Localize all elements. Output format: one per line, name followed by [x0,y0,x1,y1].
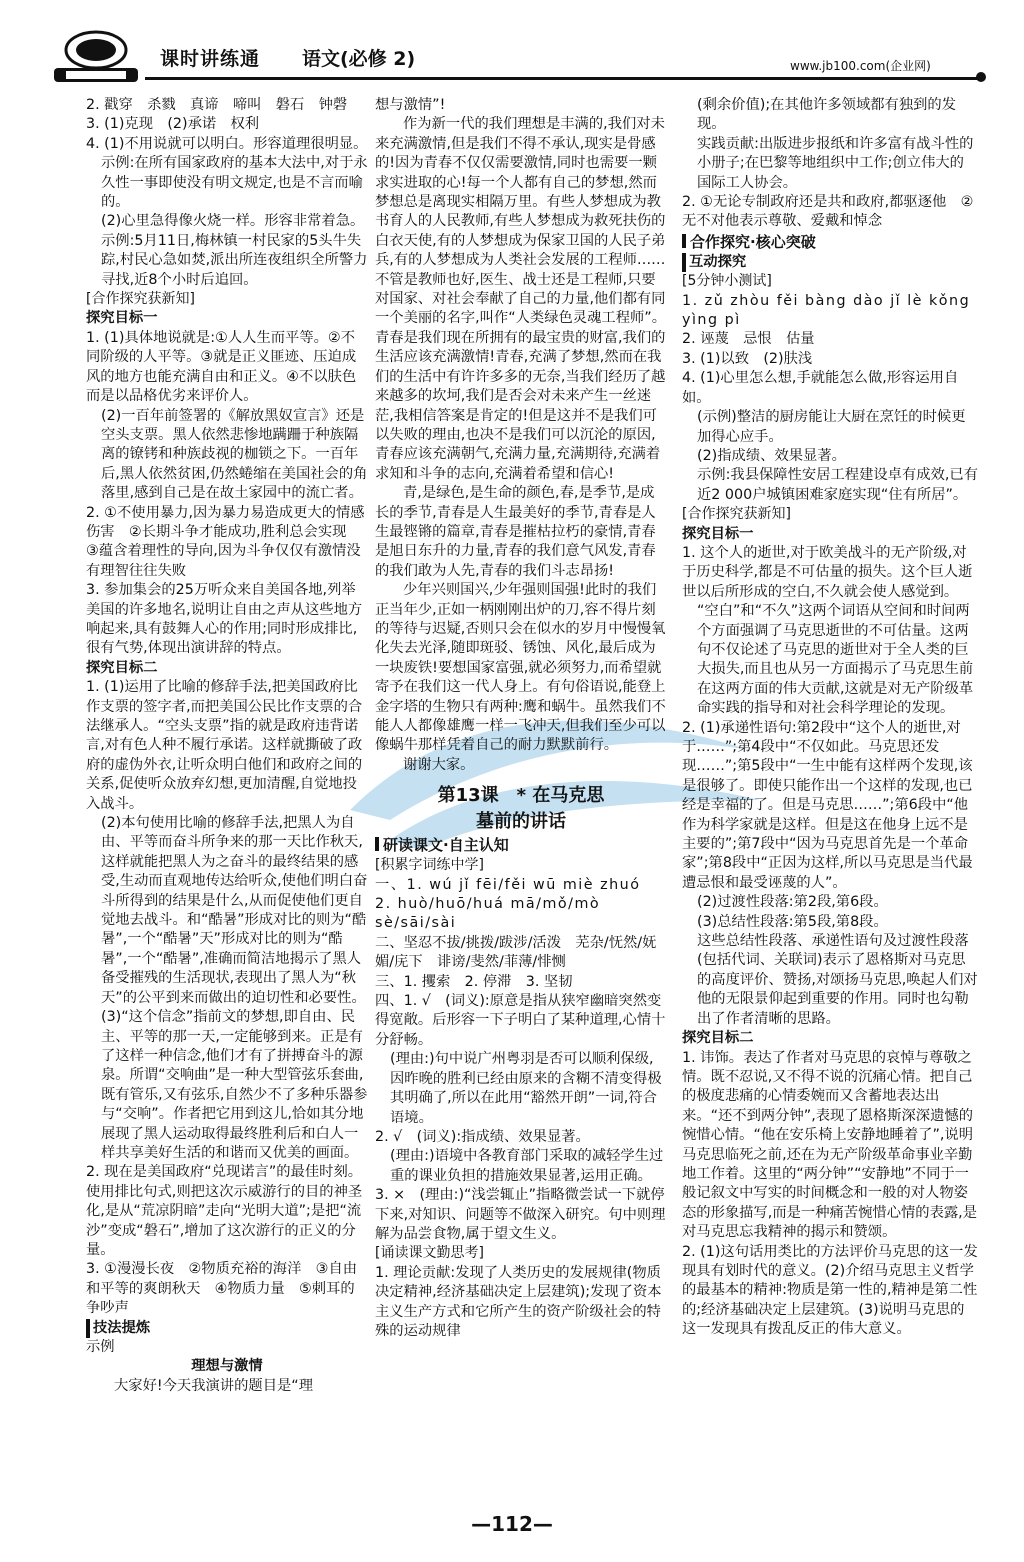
answer-line: (示例)整洁的厨房能让大厨在烹饪的时候更加得心应手。 [697,409,966,445]
answer-line: 1. zǔ zhòu fěi bàng dào jǐ lè kǒng yìng pì [682,292,971,329]
answer-line: 三、1. 攫索 2. 停滞 3. 坚韧 [375,973,573,990]
lesson-title: 第13课 * 在马克思 [437,785,605,807]
essay-paragraph: 作为新一代的我们理想是丰满的,我们对未来充满激情,但是我们不得不承认,现实是骨感的!因为青春不仅仅需要激情,同时也需要一颗求实进取的心!每一个人都有自己的梦想,然而梦想总是离现实相隔万里。有些人梦想成为教书育人的人民教师,有些人梦想成为救死扶伤的白衣天使,有的人梦想成为保家卫国的人民子弟兵,有的人梦想成为人类社会发展的工程师……不管是教师也好,医生、战士还是工程师,只要对国家、对社会奉献了自己的力量,他们都有同一个美丽的名字,叫作“人类绿色灵魂工程师”。青春是我们现在所拥有的最宝贵的财富,我们的生活应该充满激情!青春,充满了梦想,然而在我们的生活中有许许多多的无奈,当我们经历了越来越多的坎坷,我们是否会对未来产生一丝迷茫,我相信答案是肯定的!但是这并不是我们可以失败的理由,也决不是我们可以沉沦的原因,青春应该充满朝气,充满力量,充满期待,充满着求知和斗争的志向,充满着希望和信心! [375,116,666,482]
book-series-title: 课时讲练通 [160,48,261,70]
essay-paragraph: 少年兴则国兴,少年强则国强!此时的我们正当年少,正如一柄刚刚出炉的刀,容不得片刻的等待与迟疑,否则只会在似水的岁月中慢慢氧化失去光泽,随即斑驳、锈蚀、风化,最后成为一块废铁!要想国家富强,就必须努力,而希望就寄予在我们这一代人身上。有句俗语说,能登上金字塔的生物只有两种:鹰和蜗牛。虽然我们不能人人都像雄鹰一样一飞冲天,但我们至少可以像蜗牛那样凭着自己的耐力默默前行。 [375,582,666,754]
section-label: [ 诵读课文勤思考 ] [375,1244,667,1263]
goal-heading: 探究目标一 [682,525,754,542]
answer-line: (2)心里急得像火烧一样。形容非常着急。 [101,213,365,230]
answer-line: 1. 理论贡献:发现了人类历史的发展规律(物质决定精神,经济基础决定上层建筑);发现了资本主义生产方式和它所产生的资产阶级社会的特殊的运动规律 [375,1264,662,1339]
answer-line: 1. 讳饰。表达了作者对马克思的哀悼与尊敬之情。既不忍说,又不得不说的沉痛心情。把自己的极度悲痛的心情委婉而又含蓄地表达出来。“还不到两分钟”,表现了恩格斯深深遗憾的惋惜心情。“他在安乐椅上安静地睡着了”,说明马克思临死之前,还在为无产阶级革命事业辛勤地工作着。这里的“两分钟”“安静地”不同于一般记叙文中写实的时间概念和一般的对人物姿态的形象描写,而是一种痛苦惋惜心情的表露,是对马克思忘我精神的揭示和赞颂。 [682,1049,978,1241]
answer-line: 示例:5月11日,梅林镇一村民家的5头牛失踪,村民心急如焚,派出所连夜组织全所警力寻找,近8个小时后追回。 [101,232,368,288]
goal-heading: 探究目标一 [86,310,158,327]
answer-column-right [682,96,978,1340]
answer-line: 示例:在所有国家政府的基本大法中,对于永久性一事即使没有明文规定,也是不言而喻的。 [101,155,368,211]
answer-line: 1. 这个人的逝世,对于欧美战斗的无产阶级,对于历史科学,都是不可估量的损失。这个巨人逝世以后所形成的空白,不久就会使人感觉到。 [682,544,973,600]
answer-line: 2. ①无论专制政府还是共和政府,都驱逐他 ②无不对他表示尊敬、爱戴和悼念 [682,194,974,230]
answer-line: 3. 参加集会的25万听众来自美国各地,列举美国的许多地名,说明让自由之声从这些地方响起来,具有鼓舞人心的作用;同时形成排比,很有气势,体现出演讲辞的特点。 [86,582,363,657]
header-rule-dot [976,72,986,82]
answer-line: 4. (1)不用说就可以明白。形容道理很明显。 [86,135,368,152]
answer-column-left [86,96,368,1396]
page-header [0,0,1024,92]
technique-box-label: 技法提炼 [86,1319,150,1338]
answer-line: (2)一百年前签署的《解放黑奴宣言》还是空头支票。黑人依然悲惨地蹒跚于种族隔离的镣铐和种族歧视的枷锁之下。一百年后,黑人依然贫困,仍然蜷缩在美国社会的角落里,感到自己是在故土家园中的流亡者。 [101,407,368,502]
answer-line: 四、1. √ (词义):原意是指从狭窄幽暗突然变得宽敞。后形容一下子明白了某种道理,心情十分舒畅。 [375,993,666,1048]
answer-line: “空白”和“不久”这两个词语从空间和时间两个方面强调了马克思逝世的不可估量。这两句不仅论述了马克思的逝世对于全人类的巨大损失,而且也从另一方面揭示了马克思生前在这两方面的伟大贡献,这就是对无产阶级革命实践的指导和对社会科学理论的发现。 [697,603,974,717]
answer-line: 3. (1)以致 (2)肤浅 [682,350,813,367]
essay-paragraph: 谢谢大家。 [403,756,475,773]
answer-line: (2)本句使用比喻的修辞手法,把黑人为自由、平等而奋斗所争来的那一天比作秋天,这样就能把黑人为之奋斗的最终结果的感受,生动而直观地传达给听众,使他们明白奋斗所得到的结果是什么,从而促使他们更自觉地去战斗。和“酷暑”形成对比的则为“酷暑”,一个“酷暑”天”形成对比的则为“酷暑”,一个“酷暑”,准确而简洁地揭示了黑人备受摧残的生活现状,表现出了黑人为“秋天”的公平到来而做出的迫切性和必要性。 [101,815,368,1006]
header-url[interactable]: www.jb100.com(企业网) [790,59,931,73]
answer-line: (剩余价值);在其他许多领域都有独到的发现。 [697,97,957,133]
answer-column-middle [375,96,667,1341]
section-label: [ 积累字词练中学 ] [375,856,667,875]
answer-line: 4. (1)心里怎么想,手就能怎么做,形容运用自如。 [682,370,959,406]
answer-line: 二、坚忍不拔/挑拨/跋涉/活泼 芜杂/怃然/妩媚/庑下 诽谤/斐然/菲薄/悱恻 [375,934,657,971]
answer-line: 2. 戳穿 杀戮 真谛 啼叫 磐石 钟磬 [86,97,348,113]
page-number: —112— [471,1512,553,1536]
essay-paragraph: 大家好!今天我演讲的题目是“理 [114,1377,313,1394]
section-heading: 研读课文·自主认知 [375,835,667,856]
header-rule [145,77,980,80]
answer-line: 实践贡献:出版进步报纸和许多富有战斗性的小册子;在巴黎等地组织中工作;创立伟大的国际工人协会。 [697,135,974,191]
goal-heading: 探究目标二 [682,1030,754,1047]
answer-line: (2)指成绩、效果显著。 [697,447,846,464]
answer-line: 2. (1)这句话用类比的方法评价马克思的这一发现具有划时代的意义。(2)介绍马克思主义哲学的最基本的精神:物质是第一性的,精神是第二性的;经济基础决定上层建筑。(3)说明马克思的这一发现具有拨乱反正的伟大意义。 [682,1243,978,1338]
answer-line: 1. (1)具体地说就是:①人人生而平等。②不同阶级的人平等。③就是正义匪迹、压迫成风的地方也能充满自由和正义。④不以肤色而是以品格优劣来评价人。 [86,329,357,405]
section-label: [ 5分钟小测试 ] [682,272,978,291]
section-label: [ 合作探究获新知 ] [682,505,978,524]
answer-line: 示例:我县保障性安居工程建设卓有成效,已有近2 000户城镇困难家庭实现“住有所居”。 [697,467,978,503]
goal-heading: 探究目标二 [86,659,158,676]
book-subject-title: 语文(必修 2) [302,48,416,70]
answer-line: 3. (1)克现 (2)承诺 权利 [86,116,260,133]
essay-paragraph: 青,是绿色,是生命的颜色,春,是季节,是成长的季节,青春是人生最美好的季节,青春是人生最铿锵的篇章,青春是摧枯拉朽的豪情,青春是旭日东升的力量,青春的我们意气风发,青春的我们敢为人先,青春的我们斗志昂扬! [375,485,656,579]
answer-line: 2. √ (词义):指成绩、效果显著。 [375,1128,590,1145]
answer-line: 2. ①不使用暴力,因为暴力易造成更大的情感伤害 ②长期斗争才能成功,胜利总会实现 ③蕴含着理性的导向,因为斗争仅仅有激情没有理智往往失败 [86,504,365,579]
essay-paragraph: 想与激情”! [375,97,446,113]
answer-line: 2. 现在是美国政府“兑现诺言”的最佳时刻。使用排比句式,则把这次示威游行的目的神圣化,是从“荒凉阴暗”走向“光明大道”;是把“流沙”变成“磐石”,增加了这次游行的正义的分量。 [86,1164,363,1258]
answer-line: 这些总结性段落、承递性语句及过渡性段落(包括代词、关联词)表示了恩格斯对马克思的高度评价、赞扬,对颂扬马克思,唤起人们对他的无限景仰起到重要的作用。同时也勾勒出了作者清晰的思路。 [697,933,978,1027]
answer-line: 1. (1)运用了比喻的修辞手法,把美国政府比作支票的签字者,而把美国公民比作支票的合法继承人。“空头支票”指的就是政府违背诺言,对有色人种不履行承诺。这样就撕破了政府的虚伪外衣,让听众明白他们和政府之间的关系,促使听众放弃幻想,更加清醒,自觉地投入战斗。 [86,679,363,812]
answer-line: 3. × (理由:)“浅尝辄止”指略微尝试一下就停下来,对知识、问题等不做深入研究。句中则理解为品尝食物,属于望文生义。 [375,1187,666,1242]
publisher-logo-icon [50,28,142,84]
lesson-title-line2: 墓前的讲话 [476,811,566,833]
answer-line: 2. 诬蔑 忌恨 估量 [682,331,815,348]
essay-title: 理想与激情 [191,1358,263,1375]
answer-line: 2. huò/huō/huá mā/mǒ/mò sè/sāi/sài [375,896,601,932]
section-label: [ 合作探究获新知 ] [86,290,368,309]
answer-line: (3)总结性段落:第5段,第8段。 [697,913,888,930]
answer-line: 2. (1)承递性语句:第2段中“这个人的逝世,对于……”;第4段中“不仅如此。马克思还发现……”;第5段中“一生中能有这样两个发现,该是很够了。即使只能作出一个这样的发现,也已经是幸福的了。但是马克思……”;第6段中“他作为科学家就是这样。但是这在他身上远不是主要的”;第7段中“因为马克思首先是一个革命家”;第8段中“正因为这样,所以马克思是当代最遭忌恨和最受诬蔑的人”。 [682,719,973,891]
answer-line: 3. ①漫漫长夜 ②物质充裕的海洋 ③自由和平等的爽朗秋天 ④物质力量 ⑤刺耳的争吵声 [86,1261,358,1317]
interactive-box-label: 互动探究 [682,253,746,272]
answer-line: (理由:)语境中各教育部门采取的减轻学生过重的课业负担的措施效果显著,运用正确。 [390,1148,664,1184]
answer-line: (3)“这个信念”指前文的梦想,即自由、民主、平等的那一天,一定能够到来。正是有了这样一种信念,他们才有了拼搏奋斗的源泉。所谓“交响曲”是一种大型管弦乐套曲,既有管乐,又有弦乐,自然少不了多种乐器参与“交响”。作者把它用到这儿,恰如其分地展现了黑人运动取得最终胜利后和白人一样共享美好生活的和谐而又优美的画面。 [101,1009,368,1161]
section-heading: 合作探究·核心突破 [682,232,978,253]
example-label: 示例 [86,1339,115,1355]
answer-line: 一、1. wú jǐ fēi/fěi wū miè zhuó [375,876,641,893]
answer-line: (2)过渡性段落:第2段,第6段。 [697,894,888,911]
answer-line: (理由:)句中说广州粤羽是否可以顺利保级,因昨晚的胜利已经由原来的含糊不清变得极其明确了,所以在此用“豁然开朗”一词,符合语境。 [390,1051,662,1126]
